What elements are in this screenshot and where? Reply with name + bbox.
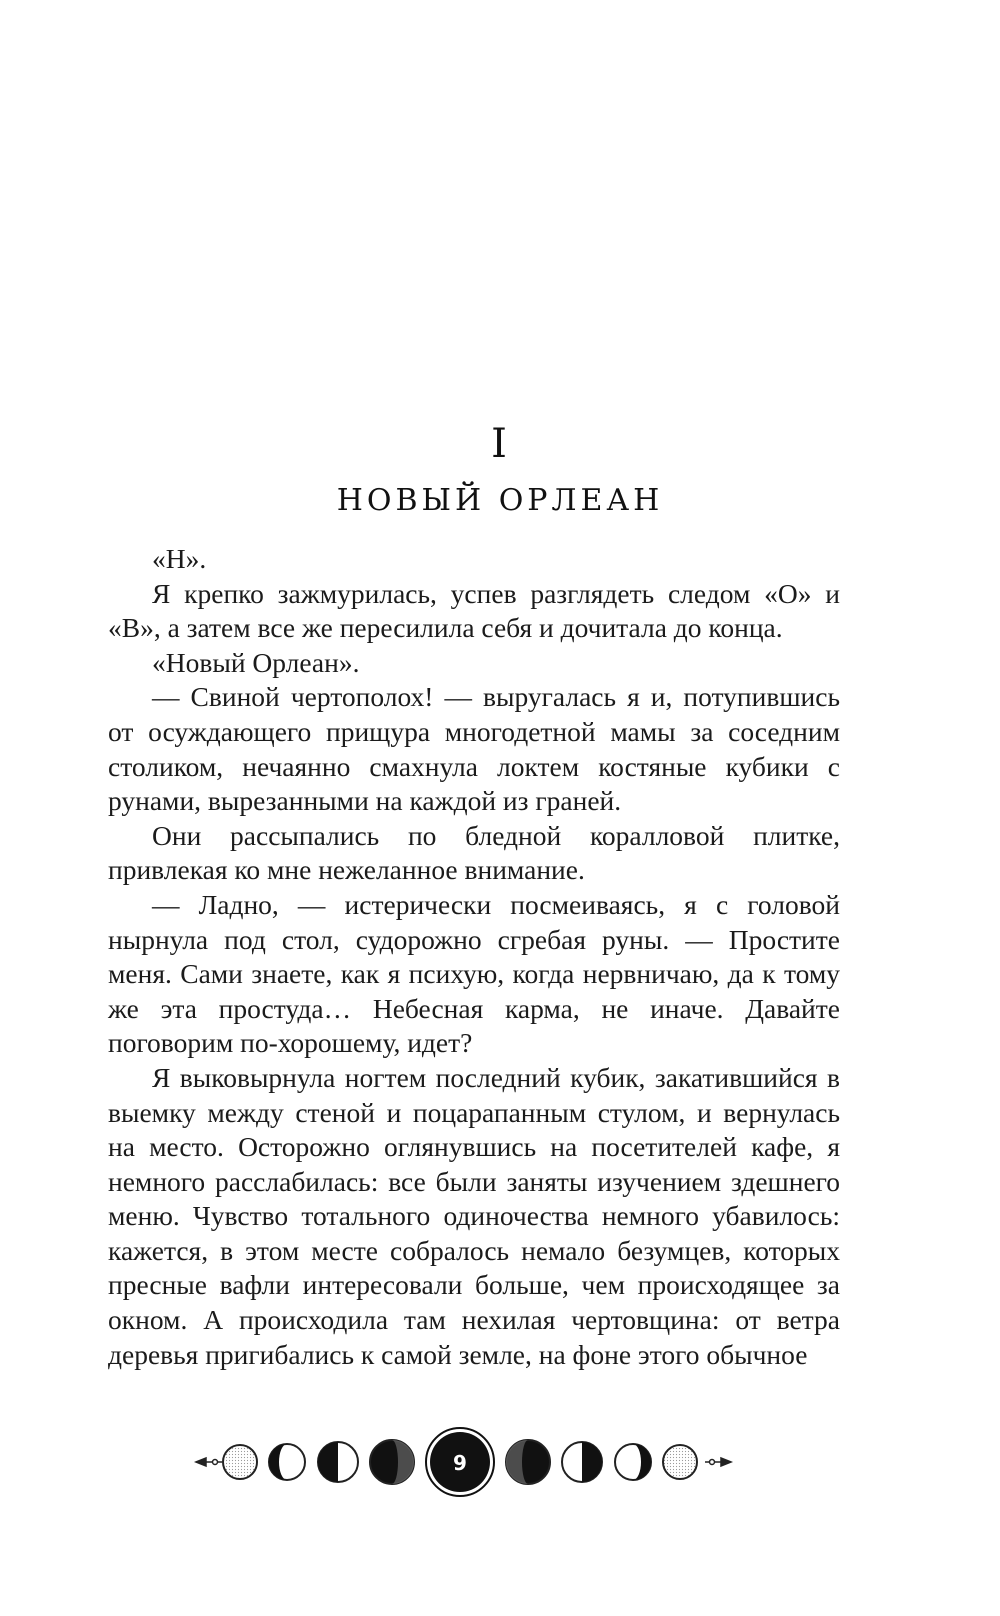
page-number: 9 — [453, 1451, 467, 1475]
paragraph: Я выковырнула ногтем последний кубик, закатившийся в выемку между стеной и поцарапанным стулом, и вернулась на место. Осторожно оглянувшись на посетителей кафе, я немного расслабилась: все были заняты изучением здешнего меню. Чувство тотального одиночества немного убавилось: кажется, в этом месте собралось немало безумцев, которых пресные вафли интересовали больше, чем происходящее за окном. А происходила там нехилая чертовщина: от ветра деревья пригибались к самой земле, на фоне этого обычное — [108, 1061, 840, 1370]
moon-phase-icon — [223, 1445, 257, 1479]
paragraph: «Новый Орлеан». — [152, 646, 360, 678]
moon-phase-icon — [615, 1444, 651, 1480]
right-arrow-icon — [705, 1458, 731, 1466]
moon-phase-icon — [318, 1442, 358, 1482]
paragraph: — Свиной чертополох! — выругалась я и, потупившись от осуждающего прищура многодетной мамы за соседним столиком, нечаянно смахнула локтем костяные кубики с рунами, вырезанными на каждой из граней. — [108, 681, 840, 817]
moon-phase-icon — [269, 1444, 305, 1480]
paragraph: — Ладно, — истерически посмеиваясь, я с головой нырнула под стол, судорожно сгребая руны. — Простите меня. Сами знаете, как я психую, когда нервничаю, да к тому же эта простуда… Небесная карма, не иначе. Давайте поговорим по-хорошему, идет? — [108, 888, 840, 1059]
moon-phase-icon — [506, 1440, 550, 1484]
moon-phases-icon — [0, 1420, 1000, 1504]
page-number-badge — [426, 1428, 494, 1496]
chapter-number: I — [491, 421, 509, 467]
page-footer — [0, 1420, 1000, 1504]
left-arrow-icon — [196, 1458, 222, 1466]
chapter-title: НОВЫЙ ОРЛЕАН — [336, 483, 664, 518]
paragraph: Они рассыпались по бледной коралловой плитке, привлекая ко мне нежеланное внимание. — [108, 819, 840, 886]
paragraph: Я крепко зажмурилась, успев разглядеть следом «О» и «В», а затем все же пересилила себя и дочитала до конца. — [108, 577, 840, 644]
chapter-body — [108, 542, 840, 1372]
moon-phase-icon — [663, 1445, 697, 1479]
paragraph: «Н». — [152, 543, 207, 574]
moon-phase-icon — [370, 1440, 414, 1484]
moon-phase-icon — [562, 1442, 602, 1482]
